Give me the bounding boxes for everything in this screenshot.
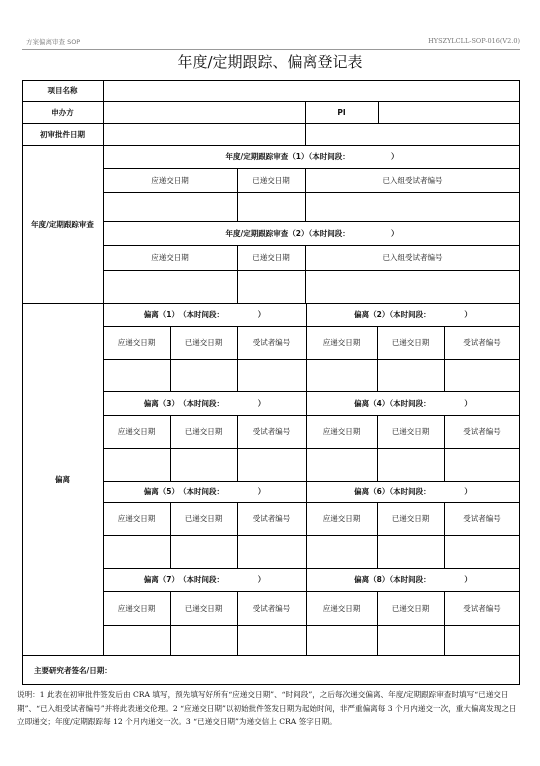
tracking-section-label: 年度/定期跟踪审查 [31,219,94,229]
tracking-review-1-title: 年度/定期跟踪审查（1）（本时间段： ） [225,152,399,161]
deviation-6-entry[interactable] [444,535,520,568]
deviation-6-entry[interactable] [377,535,444,568]
deviation-col-header: 应递交日期 [117,514,156,523]
explanation-note: 说明：1 此表在初审批件签发后由 CRA 填写，预先填写好所有“应递交日期”、“时间段”，之后每次递交偏离、年度/定期跟踪审查时填写“已递交日期”、“已入组受试者编号”并将此表递交伦理。2 “应递交日期”以初始批件签发日期为起始时间，非严重偏离每 3 个月内递交一次，重大偏离发现之日立即递交；年度/定期跟踪每 12 个月内递交一次。3 “已递交日期”为递交信上 CRA 签字日期。 [17,690,517,726]
tracking-review-2-entry[interactable] [305,269,520,302]
deviation-col-header: 已递交日期 [391,514,430,523]
deviation-4-entry[interactable] [444,448,520,481]
grid-line [305,123,306,145]
deviation-3-entry[interactable] [103,448,170,481]
deviation-7-title: 偏离（7） （本时间段： ） [143,575,266,584]
deviation-1-title: 偏离（1） （本时间段： ） [143,310,266,319]
deviation-col-header: 已递交日期 [391,338,430,347]
deviation-3-entry[interactable] [170,448,237,481]
pi-field[interactable] [378,101,520,123]
deviation-col-header: 应递交日期 [117,338,156,347]
deviation-col-header: 应递交日期 [117,427,156,436]
project-name-field[interactable] [103,80,520,101]
tracking-review-2-title: 年度/定期跟踪审查（2）（本时间段： ） [225,228,399,238]
form-table [22,80,520,685]
deviation-col-header: 已递交日期 [184,514,223,523]
deviation-col-header: 受试者编号 [463,427,501,436]
deviation-col-header: 已递交日期 [391,427,430,436]
tracking-col-header: 已入组受试者编号 [382,252,443,262]
deviation-col-header: 已递交日期 [184,603,223,613]
tracking-review-1-entry[interactable] [237,192,305,221]
deviation-2-title: 偏离（2）（本时间段： ） [354,310,472,319]
deviation-6-entry[interactable] [306,535,377,568]
deviation-8-entry[interactable] [377,625,444,655]
deviation-4-entry[interactable] [306,448,377,481]
deviation-col-header: 应递交日期 [117,603,156,613]
tracking-review-1-entry[interactable] [305,192,520,221]
header-left: 方案偏离审查 SOP [26,38,81,46]
deviation-col-header: 已递交日期 [184,427,223,436]
tracking-review-2-entry[interactable] [237,269,305,302]
deviation-7-entry[interactable] [170,625,237,655]
deviation-8-entry[interactable] [306,625,377,655]
deviation-7-entry[interactable] [237,625,306,655]
header-right: HYSZYLCLL-SOP-016(V2.0) [428,37,520,45]
tracking-review-1-entry[interactable] [103,192,237,221]
deviation-col-header: 受试者编号 [252,427,291,436]
deviation-5-title: 偏离（5） （本时间段： ） [143,487,266,496]
deviation-4-entry[interactable] [377,448,444,481]
deviation-1-entry[interactable] [237,359,306,391]
deviation-col-header: 受试者编号 [252,603,291,613]
pi-label: PI [337,107,346,117]
page-title: 年度/定期跟踪、偏离登记表 [177,53,363,71]
deviation-5-entry[interactable] [170,535,237,568]
tracking-col-header: 已递交日期 [252,175,290,185]
deviation-6-title: 偏离（6）（本时间段： ） [354,487,472,496]
deviation-3-title: 偏离（3） （本时间段： ） [143,398,266,408]
deviation-1-entry[interactable] [103,359,170,391]
deviation-1-entry[interactable] [170,359,237,391]
deviation-2-entry[interactable] [306,359,377,391]
deviation-8-title: 偏离（8）（本时间段： ） [354,575,472,584]
applicant-label: 申办方 [51,107,74,117]
pi-signature-label[interactable]: 主要研究者签名/日期： [34,665,112,675]
tracking-col-header: 已递交日期 [252,252,290,262]
project-name-label: 项目名称 [47,86,78,95]
deviation-col-header: 应递交日期 [322,514,361,523]
deviation-col-header: 受试者编号 [463,514,501,523]
tracking-col-header: 应递交日期 [151,175,189,185]
deviation-2-entry[interactable] [377,359,444,391]
deviation-col-header: 应递交日期 [322,427,361,436]
deviation-8-entry[interactable] [444,625,520,655]
deviation-3-entry[interactable] [237,448,306,481]
deviation-col-header: 应递交日期 [322,338,361,347]
tracking-review-2-entry[interactable] [103,269,237,302]
page-header [22,35,520,50]
deviation-col-header: 受试者编号 [252,338,291,347]
deviation-section-label: 偏离 [55,474,70,484]
applicant-field[interactable] [103,101,305,123]
initial-approval-date-label: 初审批件日期 [40,129,85,139]
deviation-col-header: 受试者编号 [463,603,501,613]
deviation-col-header: 已递交日期 [391,603,430,613]
initial-approval-date-field[interactable] [103,123,305,145]
deviation-2-entry[interactable] [444,359,520,391]
deviation-5-entry[interactable] [237,535,306,568]
deviation-col-header: 应递交日期 [322,603,361,613]
deviation-col-header: 受试者编号 [463,338,501,347]
deviation-7-entry[interactable] [103,625,170,655]
tracking-col-header: 已入组受试者编号 [382,175,443,185]
deviation-col-header: 已递交日期 [184,338,223,347]
tracking-col-header: 应递交日期 [151,252,189,262]
deviation-col-header: 受试者编号 [252,514,291,523]
deviation-4-title: 偏离（4）（本时间段： ） [354,398,472,408]
deviation-5-entry[interactable] [103,535,170,568]
